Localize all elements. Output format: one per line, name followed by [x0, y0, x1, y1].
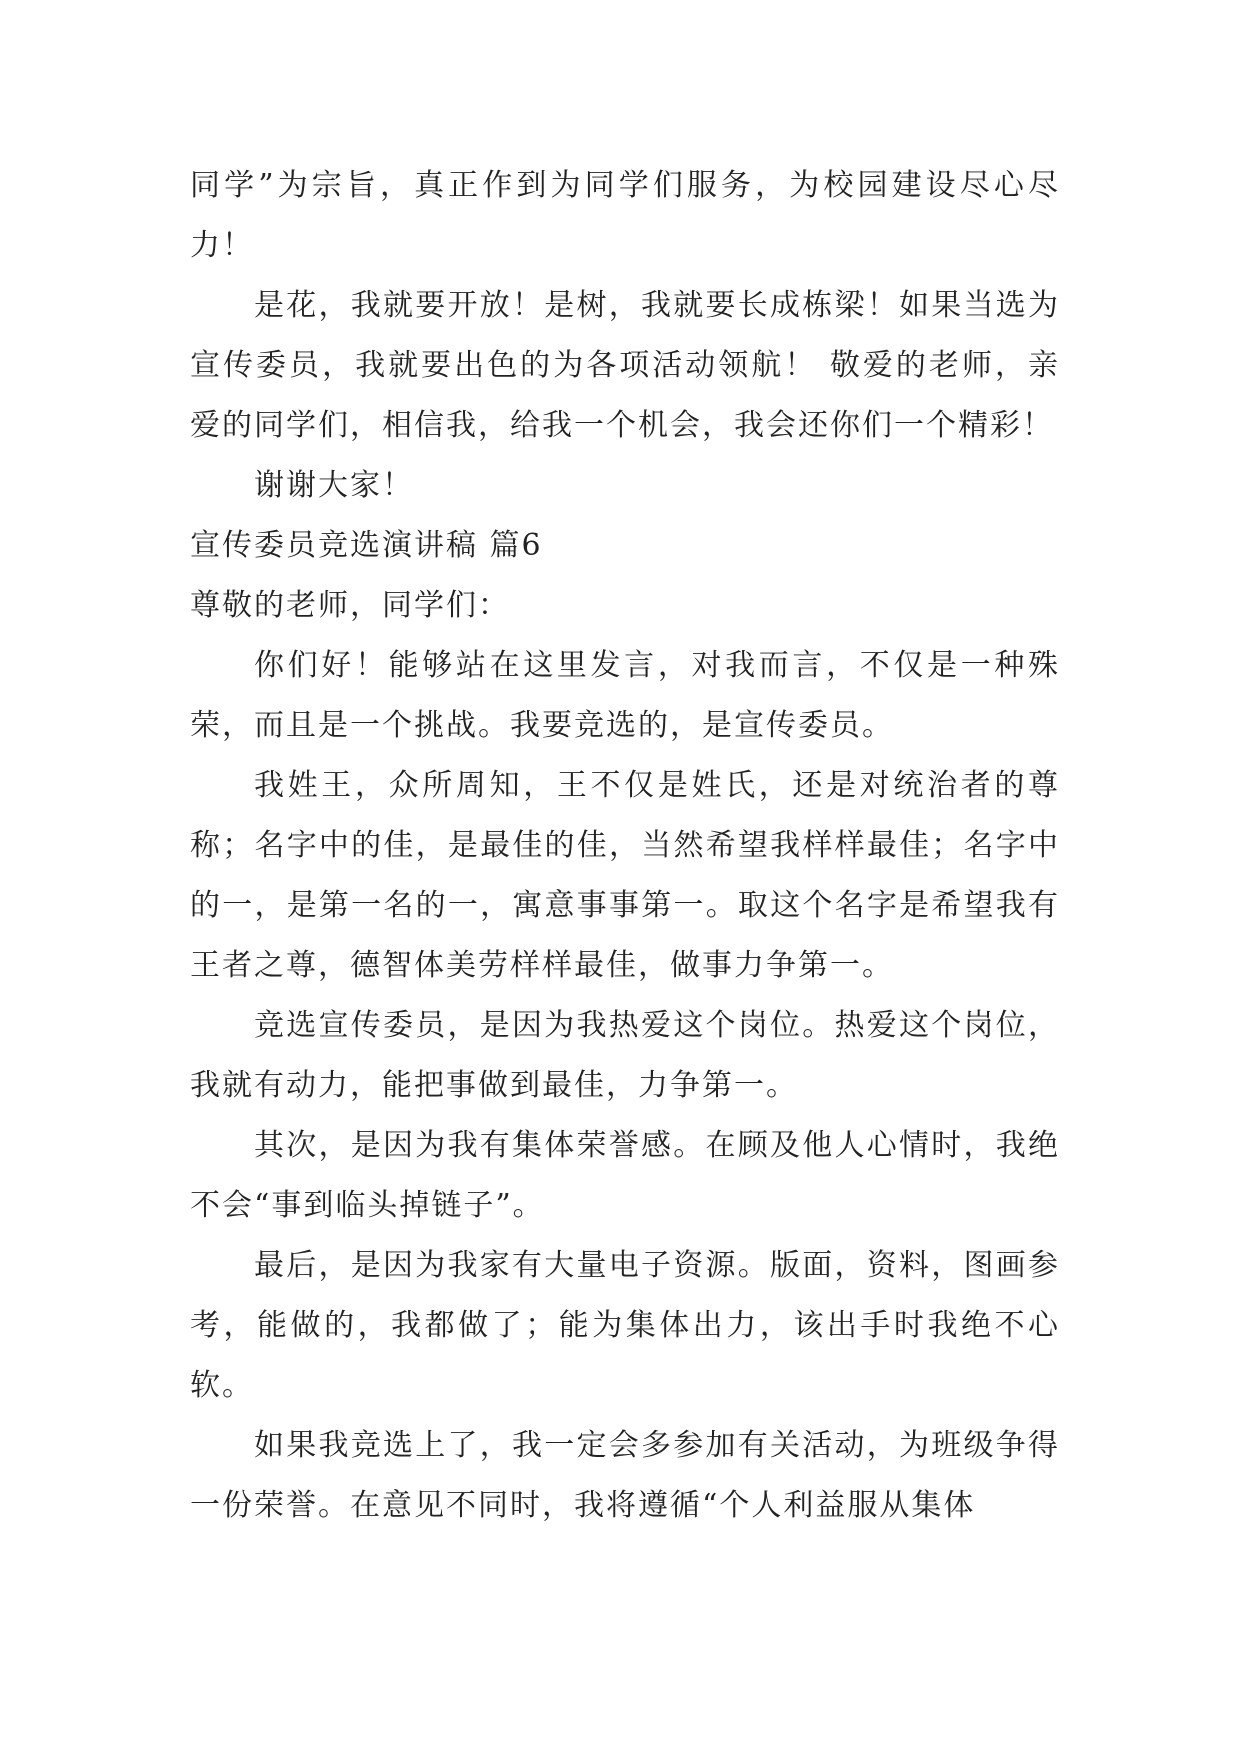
paragraph-6: 你们好！能够站在这里发言，对我而言，不仅是一种殊荣，而且是一个挑战。我要竞选的，是宣传委员。	[190, 648, 1060, 743]
section-heading: 宣传委员竞选演讲稿 篇6	[190, 528, 543, 563]
paragraph-3: 谢谢大家！	[254, 468, 414, 503]
paragraph-10: 最后，是因为我家有大量电子资源。版面，资料，图画参考，能做的，我都做了；能为集体出力，该出手时我绝不心软。	[190, 1248, 1060, 1403]
document-body	[190, 156, 1060, 1536]
paragraph-11: 如果我竞选上了，我一定会多参加有关活动，为班级争得一份荣誉。在意见不同时，我将遵循“个人利益服从集体	[190, 1428, 1060, 1523]
paragraph-8: 竞选宣传委员，是因为我热爱这个岗位。热爱这个岗位，我就有动力，能把事做到最佳，力争第一。	[190, 1008, 1060, 1103]
salutation: 尊敬的老师，同学们：	[190, 588, 510, 623]
paragraph-2: 是花，我就要开放！是树，我就要长成栋梁！如果当选为宣传委员，我就要出色的为各项活动领航！ 敬爱的老师，亲爱的同学们，相信我，给我一个机会，我会还你们一个精彩！	[190, 288, 1060, 443]
paragraph-7: 我姓王，众所周知，王不仅是姓氏，还是对统治者的尊称；名字中的佳，是最佳的佳，当然希望我样样最佳；名字中的一，是第一名的一，寓意事事第一。取这个名字是希望我有王者之尊，德智体美劳样样最佳，做事力争第一。	[190, 768, 1060, 983]
paragraph-1: 同学”为宗旨，真正作到为同学们服务，为校园建设尽心尽力！	[190, 168, 1060, 263]
paragraph-9: 其次，是因为我有集体荣誉感。在顾及他人心情时，我绝不会“事到临头掉链子”。	[190, 1128, 1060, 1223]
